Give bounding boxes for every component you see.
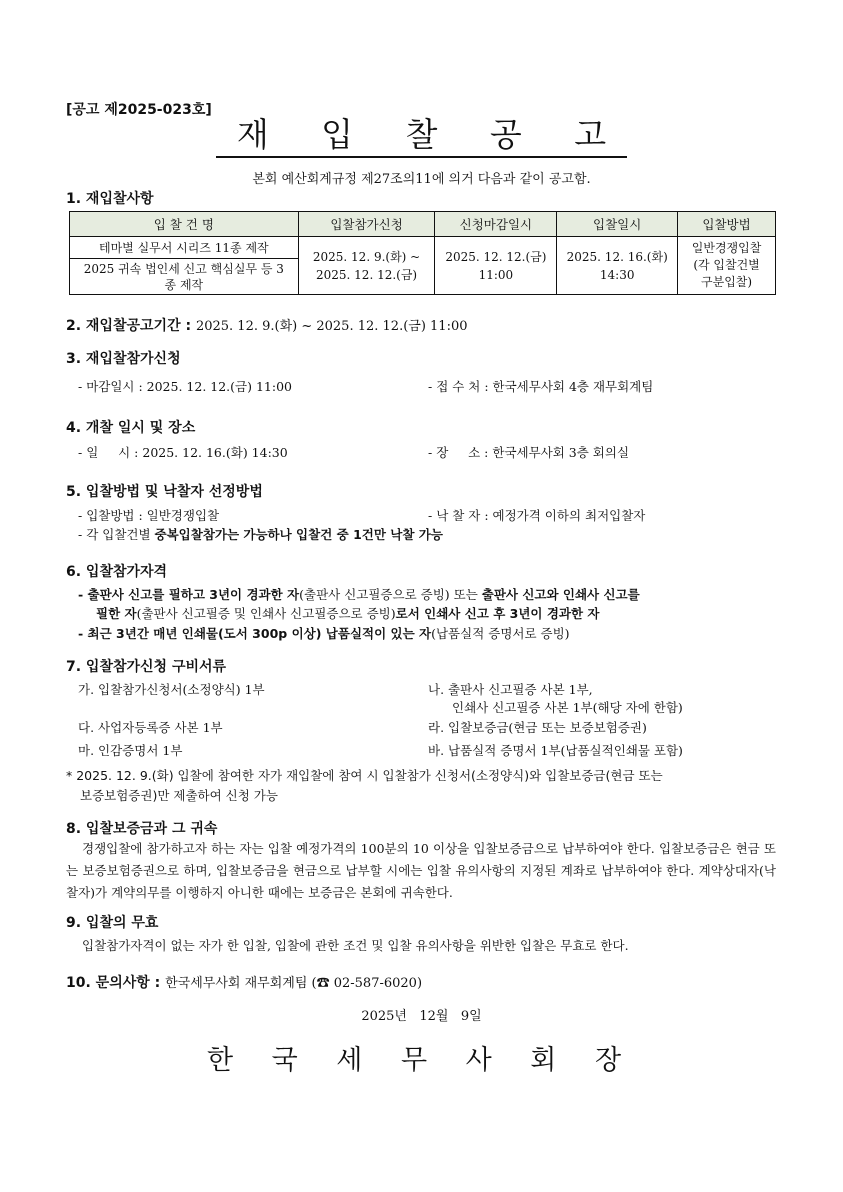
bid-item-1: 테마별 실무서 시리즈 11종 제작 [70,237,299,259]
section-3-heading: 3. 재입찰참가신청 [66,351,181,367]
qualification-2: - 최근 3년간 매년 인쇄물(도서 300p 이상) 납품실적이 있는 자(납품실적 증명서로 증빙) [78,626,570,641]
section-9-heading: 9. 입찰의 무효 [66,915,159,931]
table-header-row [70,212,776,237]
intro-text: 본회 예산회계규정 제27조의11에 의거 다음과 같이 공고함. [252,172,591,187]
qualification-1: - 출판사 신고를 필하고 3년이 경과한 자(출판사 신고필증으로 증빙) 또는 출판사 신고와 인쇄사 신고를 [78,587,640,602]
issuer-signature: 한 국 세 무 사 회 장 [206,1045,637,1076]
section-2-heading: 2. 재입찰공고기간 : 2025. 12. 9.(화) ~ 2025. 12. 12.(금) 11:00 [66,318,468,334]
page-title: 재 입 찰 공 고 [0,115,843,158]
bid-datetime: 2025. 12. 16.(화) 14:30 [557,237,678,295]
section-7-heading: 7. 입찰참가신청 구비서류 [66,659,227,675]
header-deadline: 신청마감일시 [435,212,557,237]
bid-item-2: 2025 귀속 법인세 신고 핵심실무 등 3종 제작 [70,259,299,295]
section-1-heading: 1. 재입찰사항 [66,191,154,207]
doc-note-1: * 2025. 12. 9.(화) 입찰에 참여한 자가 재입찰에 참여 시 입찰참가 신청서(소정양식)와 입찰보증금(현금 또는 [66,768,663,783]
table-row [70,237,776,259]
contact-info: 한국세무사회 재무회계팀 (☎ 02-587-6020) [165,976,423,991]
doc-item-f: 바. 납품실적 증명서 1부(납품실적인쇄물 포함) [428,743,683,758]
opening-datetime: - 일 시 : 2025. 12. 16.(화) 14:30 [78,445,288,460]
bid-table [69,211,776,295]
header-bid-date: 입찰일시 [557,212,678,237]
bid-method-line: - 입찰방법 : 일반경쟁입찰 [78,508,220,523]
doc-item-e: 마. 인감증명서 1부 [78,743,183,758]
doc-item-b-cont: 인쇄사 신고필증 사본 1부(해당 자에 한함) [452,700,683,715]
apply-location: - 접 수 처 : 한국세무사회 4층 재무회계팀 [428,379,654,394]
notice-period: 2025. 12. 9.(화) ~ 2025. 12. 12.(금) 11:00 [195,319,468,334]
section-6-heading: 6. 입찰참가자격 [66,564,168,580]
section-10-heading: 10. 문의사항 : 한국세무사회 재무회계팀 (☎ 02-587-6020) [66,975,423,991]
notice-date: 2025년 12월 9일 [361,1009,482,1024]
bid-method: 일반경쟁입찰 (각 입찰건별 구분입찰) [678,237,776,295]
section-5-heading: 5. 입찰방법 및 낙찰자 선정방법 [66,484,263,500]
header-apply: 입찰참가신청 [298,212,435,237]
doc-item-d: 라. 입찰보증금(현금 또는 보증보험증권) [428,720,647,735]
apply-period: 2025. 12. 9.(화) ~ 2025. 12. 12.(금) [298,237,435,295]
doc-item-b: 나. 출판사 신고필증 사본 1부, [428,682,593,697]
opening-location: - 장 소 : 한국세무사회 3층 회의실 [428,445,630,460]
section-4-heading: 4. 개찰 일시 및 장소 [66,420,196,436]
doc-item-a: 가. 입찰참가신청서(소정양식) 1부 [78,682,265,697]
apply-deadline: - 마감일시 : 2025. 12. 12.(금) 11:00 [78,379,292,394]
duplicate-bid-note: - 각 입찰건별 중복입찰참가는 가능하나 입찰건 중 1건만 낙찰 가능 [78,527,443,542]
section-8-heading: 8. 입찰보증금과 그 귀속 [66,821,218,837]
notice-number: [공고 제2025-023호] [66,102,212,118]
invalid-bid-body: 입찰참가자격이 없는 자가 한 입찰, 입찰에 관한 조건 및 입찰 유의사항을 위반한 입찰은 무효로 한다. [82,938,629,953]
deposit-body: 경쟁입찰에 참가하고자 하는 자는 입찰 예정가격의 100분의 10 이상을 입찰보증금으로 납부하여야 한다. 입찰보증금은 현금 또는 보증보험증권으로 하며, 입찰보증금을 현금으로 납부할 시에는 입찰 유의사항의 지정된 계좌로 납부하여야 한다. 계약상대자(낙찰자)가 계약의무를 이행하지 아니한 때에는 보증금은 본회에 귀속한다. [66,841,776,900]
doc-note-2: 보증보험증권)만 제출하여 신청 가능 [80,788,278,803]
header-name: 입 찰 건 명 [70,212,299,237]
doc-item-c: 다. 사업자등록증 사본 1부 [78,720,223,735]
qualification-1-cont: 필한 자(출판사 신고필증 및 인쇄사 신고필증으로 증빙)로서 인쇄사 신고 후 3년이 경과한 자 [96,606,600,621]
winner-criteria: - 낙 찰 자 : 예정가격 이하의 최저입찰자 [428,508,646,523]
header-method: 입찰방법 [678,212,776,237]
deadline: 2025. 12. 12.(금) 11:00 [435,237,557,295]
